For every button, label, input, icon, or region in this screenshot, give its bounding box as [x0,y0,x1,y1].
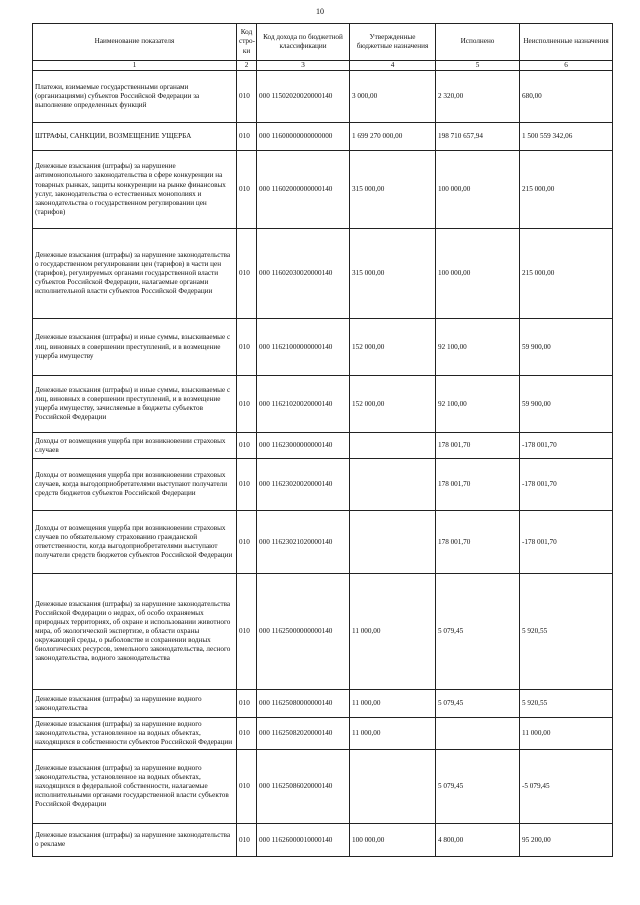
row-executed: 5 079,45 [436,574,520,690]
row-approved: 11 000,00 [350,690,436,718]
row-approved [350,459,436,511]
table-row [33,750,613,824]
row-line-code: 010 [237,376,257,433]
row-income-code: 000 11625082020000140 [257,718,350,750]
row-unexecuted: -178 001,70 [520,511,613,574]
row-unexecuted: 11 000,00 [520,718,613,750]
table-row [33,433,613,459]
row-income-code: 000 11625080000000140 [257,690,350,718]
row-executed: 92 100,00 [436,376,520,433]
table-row [33,376,613,433]
row-income-code: 000 11626000010000140 [257,824,350,857]
row-income-code: 000 11625000000000140 [257,574,350,690]
row-unexecuted: 5 920,55 [520,574,613,690]
row-unexecuted: 5 920,55 [520,690,613,718]
col-num-3: 3 [257,61,350,71]
row-line-code: 010 [237,574,257,690]
table-row [33,511,613,574]
row-executed: 4 800,00 [436,824,520,857]
row-unexecuted: 680,00 [520,71,613,123]
row-line-code: 010 [237,511,257,574]
row-executed: 92 100,00 [436,319,520,376]
row-line-code: 010 [237,750,257,824]
row-unexecuted: -178 001,70 [520,459,613,511]
row-income-code: 000 11625086020000140 [257,750,350,824]
row-approved [350,750,436,824]
row-line-code: 010 [237,151,257,229]
col-header-executed: Исполнено [436,24,520,61]
col-header-line: Код стро-ки [237,24,257,61]
row-approved [350,511,436,574]
col-num-5: 5 [436,61,520,71]
row-name: Денежные взыскания (штрафы) за нарушение законодательства Российской Федерации о недрах, об особо охраняемых природных территориях, об охране и использовании животного мира, об экологической экспертизе, в области охраны окружающей среды, о рыболовстве и сохранении водных биологических ресурсов, земельного законодательства, лесного законодательства, водного законодательства [33,574,237,690]
row-approved: 100 000,00 [350,824,436,857]
page-number: 10 [316,7,324,16]
row-income-code: 000 11621000000000140 [257,319,350,376]
table-row [33,229,613,319]
row-line-code: 010 [237,433,257,459]
row-name: Доходы от возмещения ущерба при возникновении страховых случаев, когда выгодоприобретателями выступают получатели средств бюджетов субъектов Российской Федерации [33,459,237,511]
table-row [33,151,613,229]
table-row [33,824,613,857]
row-name: Доходы от возмещения ущерба при возникновении страховых случаев по обязательному страхованию гражданской ответственности, когда выгодоприобретателями выступают получатели средств бюджетов субъектов Российской Федерации [33,511,237,574]
row-name: Денежные взыскания (штрафы) за нарушение антимонопольного законодательства в сфере конкуренции на товарных рынках, защиты конкуренции на рынке финансовых услуг, законодательства о естественных монополиях и законодательства о государственном регулировании цен (тарифов) [33,151,237,229]
row-income-code: 000 11623000000000140 [257,433,350,459]
row-approved: 1 699 270 000,00 [350,123,436,151]
row-name: Денежные взыскания (штрафы) за нарушение законодательства о рекламе [33,824,237,857]
table-row [33,123,613,151]
row-approved [350,433,436,459]
column-number-row [33,61,613,71]
row-line-code: 010 [237,229,257,319]
row-income-code: 000 11600000000000000 [257,123,350,151]
row-executed [436,718,520,750]
row-unexecuted: 215 000,00 [520,229,613,319]
row-income-code: 000 11602030020000140 [257,229,350,319]
row-name: Платежи, взимаемые государственными органами (организациями) субъектов Российской Федерации за выполнение определенных функций [33,71,237,123]
row-unexecuted: 59 900,00 [520,376,613,433]
row-name: Денежные взыскания (штрафы) за нарушение водного законодательства, установленное на водных объектах, находящихся в собственности субъектов Российской Федерации [33,718,237,750]
row-executed: 178 001,70 [436,459,520,511]
row-income-code: 000 11621020020000140 [257,376,350,433]
row-name: ШТРАФЫ, САНКЦИИ, ВОЗМЕЩЕНИЕ УЩЕРБА [33,123,237,151]
row-income-code: 000 11502020020000140 [257,71,350,123]
table-row [33,71,613,123]
table-row [33,690,613,718]
row-approved: 315 000,00 [350,151,436,229]
row-name: Доходы от возмещения ущерба при возникновении страховых случаев [33,433,237,459]
row-executed: 100 000,00 [436,151,520,229]
revenue-table [32,23,613,857]
col-num-1: 1 [33,61,237,71]
row-executed: 2 320,00 [436,71,520,123]
row-approved: 152 000,00 [350,376,436,433]
row-line-code: 010 [237,824,257,857]
col-header-name: Наименование показателя [33,24,237,61]
row-executed: 178 001,70 [436,511,520,574]
row-income-code: 000 11623021020000140 [257,511,350,574]
row-line-code: 010 [237,319,257,376]
row-executed: 198 710 657,94 [436,123,520,151]
row-executed: 5 079,45 [436,690,520,718]
table-row [33,718,613,750]
col-num-6: 6 [520,61,613,71]
row-income-code: 000 11602000000000140 [257,151,350,229]
header-row [33,24,613,61]
row-unexecuted: 1 500 559 342,06 [520,123,613,151]
row-approved: 3 000,00 [350,71,436,123]
table-row [33,459,613,511]
row-line-code: 010 [237,71,257,123]
col-num-4: 4 [350,61,436,71]
row-income-code: 000 11623020020000140 [257,459,350,511]
row-name: Денежные взыскания (штрафы) за нарушение водного законодательства, установленное на водных объектах, находящихся в федеральной собственности, налагаемые исполнительными органами государственной власти субъектов Российской Федерации [33,750,237,824]
row-unexecuted: -5 079,45 [520,750,613,824]
row-name: Денежные взыскания (штрафы) и иные суммы, взыскиваемые с лиц, виновных в совершении преступлений, и в возмещение ущерба имуществу [33,319,237,376]
col-header-approved: Утвержденные бюджетные назначения [350,24,436,61]
row-approved: 11 000,00 [350,718,436,750]
row-approved: 315 000,00 [350,229,436,319]
row-line-code: 010 [237,459,257,511]
row-executed: 178 001,70 [436,433,520,459]
row-approved: 152 000,00 [350,319,436,376]
row-name: Денежные взыскания (штрафы) за нарушение законодательства о государственном регулировании цен (тарифов) в части цен (тарифов), регулируемых органами государственной власти субъектов Российской Федерации, налагаемые органами исполнительной власти субъектов Российской Федерации [33,229,237,319]
row-approved: 11 000,00 [350,574,436,690]
row-name: Денежные взыскания (штрафы) и иные суммы, взыскиваемые с лиц, виновных в совершении преступлений, и в возмещение ущерба имуществу, зачисляемые в бюджеты субъектов Российской Федерации [33,376,237,433]
col-header-code: Код дохода по бюджетной классификации [257,24,350,61]
row-unexecuted: 95 200,00 [520,824,613,857]
row-unexecuted: 59 900,00 [520,319,613,376]
col-header-unexecuted: Неисполненные назначения [520,24,613,61]
row-line-code: 010 [237,690,257,718]
row-line-code: 010 [237,123,257,151]
row-line-code: 010 [237,718,257,750]
row-executed: 100 000,00 [436,229,520,319]
row-unexecuted: -178 001,70 [520,433,613,459]
table-row [33,319,613,376]
row-name: Денежные взыскания (штрафы) за нарушение водного законодательства [33,690,237,718]
table-row [33,574,613,690]
row-unexecuted: 215 000,00 [520,151,613,229]
row-executed: 5 079,45 [436,750,520,824]
col-num-2: 2 [237,61,257,71]
